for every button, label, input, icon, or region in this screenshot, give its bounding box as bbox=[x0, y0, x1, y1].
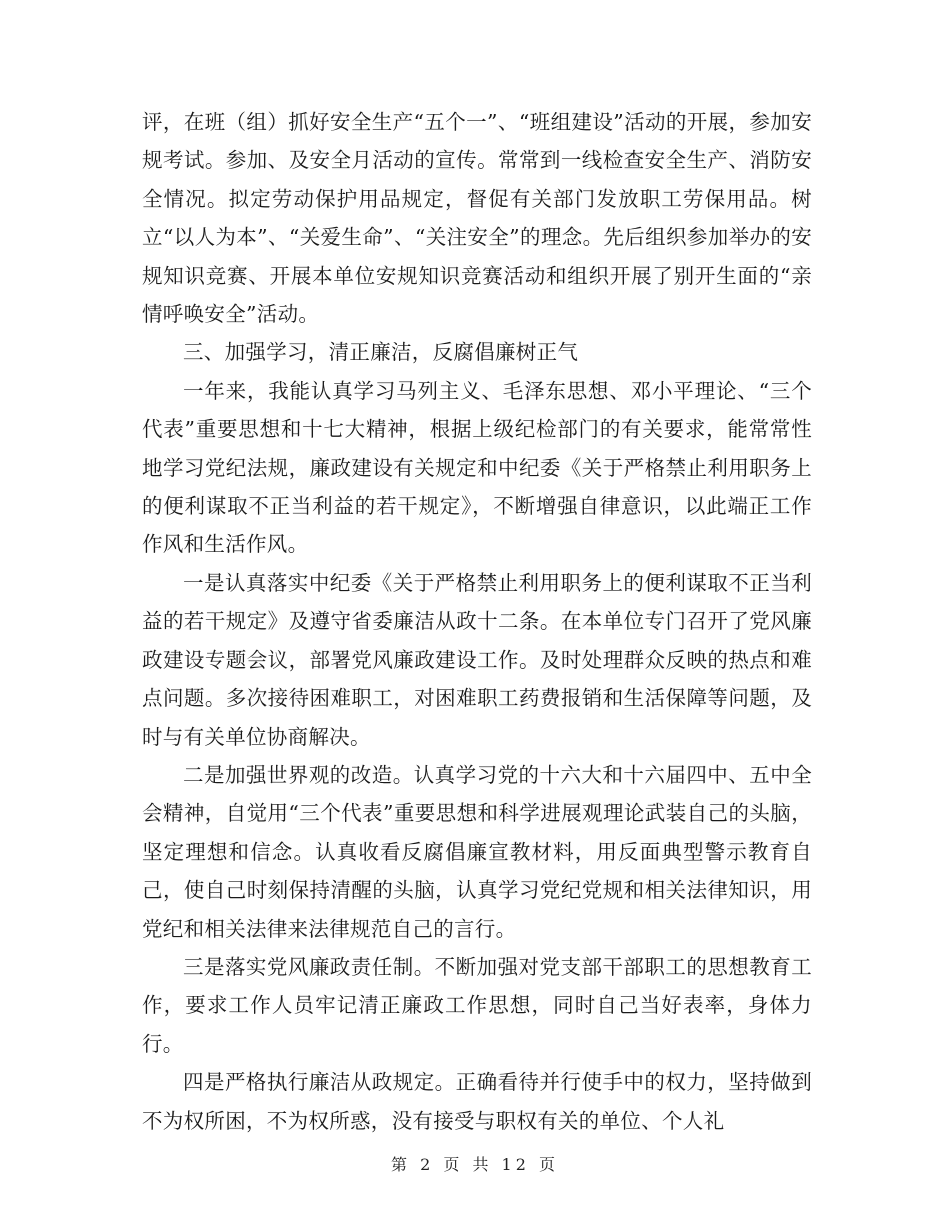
paragraph-study: 一年来，我能认真学习马列主义、毛泽东思想、邓小平理论、“三个代表”重要思想和十七大精神，根据上级纪检部门的有关要求，能常常性地学习党纪法规，廉政建设有关规定和中纪委《关于严格禁止利用职务上的便利谋取不正当利益的若干规定》，不断增强自律意识，以此端正工作作风和生活作风。 bbox=[142, 378, 812, 557]
page-number-footer: 第 2 页 共 12 页 bbox=[391, 1155, 559, 1174]
paragraph-point-three: 三是落实党风廉政责任制。不断加强对党支部干部职工的思想教育工作，要求工作人员牢记清正廉政工作思想，同时自己当好表率，身体力行。 bbox=[142, 954, 812, 1056]
section-heading: 三、加强学习，清正廉洁，反腐倡廉树正气 bbox=[183, 340, 579, 365]
document-body bbox=[142, 103, 812, 1140]
paragraph-point-four: 四是严格执行廉洁从政规定。正确看待并行使手中的权力，坚持做到不为权所困，不为权所惑，没有接受与职权有关的单位、个人礼 bbox=[142, 1070, 812, 1133]
paragraph-point-two: 二是加强世界观的改造。认真学习党的十六大和十六届四中、五中全会精神，自觉用“三个代表”重要思想和科学进展观理论武装自己的头脑，坚定理想和信念。认真收看反腐倡廉宣教材料，用反面典型警示教育自己，使自己时刻保持清醒的头脑，认真学习党纪党规和相关法律知识，用党纪和相关法律来法律规范自己的言行。 bbox=[142, 762, 812, 941]
paragraph-point-one: 一是认真落实中纪委《关于严格禁止利用职务上的便利谋取不正当利益的若干规定》及遵守省委廉洁从政十二条。在本单位专门召开了党风廉政建设专题会议，部署党风廉政建设工作。及时处理群众反映的热点和难点问题。多次接待困难职工，对困难职工药费报销和生活保障等问题，及时与有关单位协商解决。 bbox=[142, 570, 812, 749]
paragraph-continuation: 评，在班（组）抓好安全生产“五个一”、“班组建设”活动的开展，参加安规考试。参加、及安全月活动的宣传。常常到一线检查安全生产、消防安全情况。拟定劳动保护用品规定，督促有关部门发放职工劳保用品。树立“以人为本”、“关爱生命”、“关注安全”的理念。先后组织参加举办的安规知识竞赛、开展本单位安规知识竞赛活动和组织开展了别开生面的“亲情呼唤安全”活动。 bbox=[142, 110, 812, 327]
